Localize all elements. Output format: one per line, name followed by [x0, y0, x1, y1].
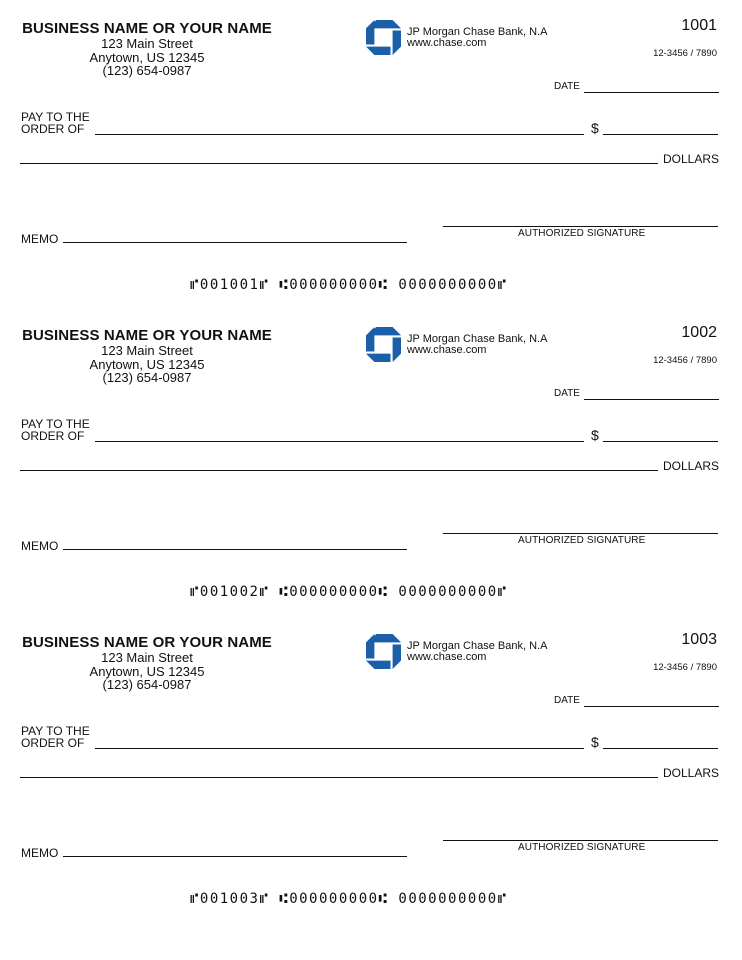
dollar-sign: $: [591, 734, 599, 750]
check-number: 1002: [681, 324, 717, 341]
routing-fraction: 12-3456 / 7890: [653, 355, 717, 366]
bank-url: www.chase.com: [407, 344, 487, 356]
business-address: 123 Main Street: [101, 650, 193, 665]
date-field[interactable]: [584, 706, 719, 707]
date-field[interactable]: [584, 399, 719, 400]
memo-label: MEMO: [21, 539, 59, 553]
micr-line: ⑈001003⑈ ⑆000000000⑆ 0000000000⑈: [190, 891, 508, 907]
date-field[interactable]: [584, 92, 719, 93]
pay-to-label-line2: ORDER OF: [21, 736, 85, 750]
signature-field[interactable]: [443, 533, 718, 534]
memo-field[interactable]: [63, 856, 407, 857]
chase-logo-icon: [366, 327, 401, 362]
date-label: DATE: [554, 81, 580, 92]
chase-logo-icon: [366, 20, 401, 55]
signature-label: AUTHORIZED SIGNATURE: [518, 535, 646, 546]
bank-info: [407, 27, 547, 49]
check-number: 1001: [681, 17, 717, 34]
payee-field[interactable]: [95, 441, 584, 442]
signature-field[interactable]: [443, 226, 718, 227]
pay-to-label-line2: ORDER OF: [21, 122, 85, 136]
dollar-sign: $: [591, 120, 599, 136]
business-address: 123 Main Street: [101, 36, 193, 51]
signature-label: AUTHORIZED SIGNATURE: [518, 228, 646, 239]
business-city: Anytown, US 12345: [89, 49, 205, 65]
business-city: Anytown, US 12345: [89, 663, 205, 679]
amount-field[interactable]: [603, 441, 718, 442]
business-name: BUSINESS NAME OR YOUR NAME: [22, 20, 272, 37]
check-1001: [0, 0, 742, 307]
business-city: Anytown, US 12345: [89, 356, 205, 372]
signature-field[interactable]: [443, 840, 718, 841]
check-1002: [0, 307, 742, 614]
bank-name: JP Morgan Chase Bank, N.A: [407, 640, 548, 652]
business-name: BUSINESS NAME OR YOUR NAME: [22, 634, 272, 651]
business-info: [14, 327, 280, 385]
micr-line: ⑈001001⑈ ⑆000000000⑆ 0000000000⑈: [190, 277, 508, 293]
business-phone: (123) 654-0987: [102, 63, 192, 78]
amount-words-field[interactable]: [20, 470, 658, 471]
business-info: [14, 634, 280, 692]
bank-url: www.chase.com: [407, 37, 487, 49]
pay-to-label-line2: ORDER OF: [21, 429, 85, 443]
dollars-label: DOLLARS: [663, 152, 720, 166]
amount-field[interactable]: [603, 748, 718, 749]
date-label: DATE: [554, 388, 580, 399]
amount-words-field[interactable]: [20, 777, 658, 778]
payee-field[interactable]: [95, 134, 584, 135]
check-number: 1003: [681, 631, 717, 648]
amount-words-field[interactable]: [20, 163, 658, 164]
bank-info: [407, 641, 547, 663]
dollar-sign: $: [591, 427, 599, 443]
dollars-label: DOLLARS: [663, 459, 720, 473]
check-1003: [0, 614, 742, 921]
memo-label: MEMO: [21, 846, 59, 860]
routing-fraction: 12-3456 / 7890: [653, 48, 717, 59]
chase-logo-icon: [366, 634, 401, 669]
pay-to-label-line1: PAY TO THE: [21, 724, 90, 738]
business-phone: (123) 654-0987: [102, 370, 192, 385]
bank-name: JP Morgan Chase Bank, N.A: [407, 333, 548, 345]
micr-line: ⑈001002⑈ ⑆000000000⑆ 0000000000⑈: [190, 584, 508, 600]
memo-field[interactable]: [63, 242, 407, 243]
bank-name: JP Morgan Chase Bank, N.A: [407, 26, 548, 38]
signature-label: AUTHORIZED SIGNATURE: [518, 842, 646, 853]
memo-field[interactable]: [63, 549, 407, 550]
business-info: [14, 20, 280, 78]
dollars-label: DOLLARS: [663, 766, 720, 780]
payee-field[interactable]: [95, 748, 584, 749]
amount-field[interactable]: [603, 134, 718, 135]
pay-to-label-line1: PAY TO THE: [21, 110, 90, 124]
business-name: BUSINESS NAME OR YOUR NAME: [22, 327, 272, 344]
bank-url: www.chase.com: [407, 651, 487, 663]
memo-label: MEMO: [21, 232, 59, 246]
bank-info: [407, 334, 547, 356]
business-phone: (123) 654-0987: [102, 677, 192, 692]
routing-fraction: 12-3456 / 7890: [653, 662, 717, 673]
business-address: 123 Main Street: [101, 343, 193, 358]
pay-to-label-line1: PAY TO THE: [21, 417, 90, 431]
date-label: DATE: [554, 695, 580, 706]
